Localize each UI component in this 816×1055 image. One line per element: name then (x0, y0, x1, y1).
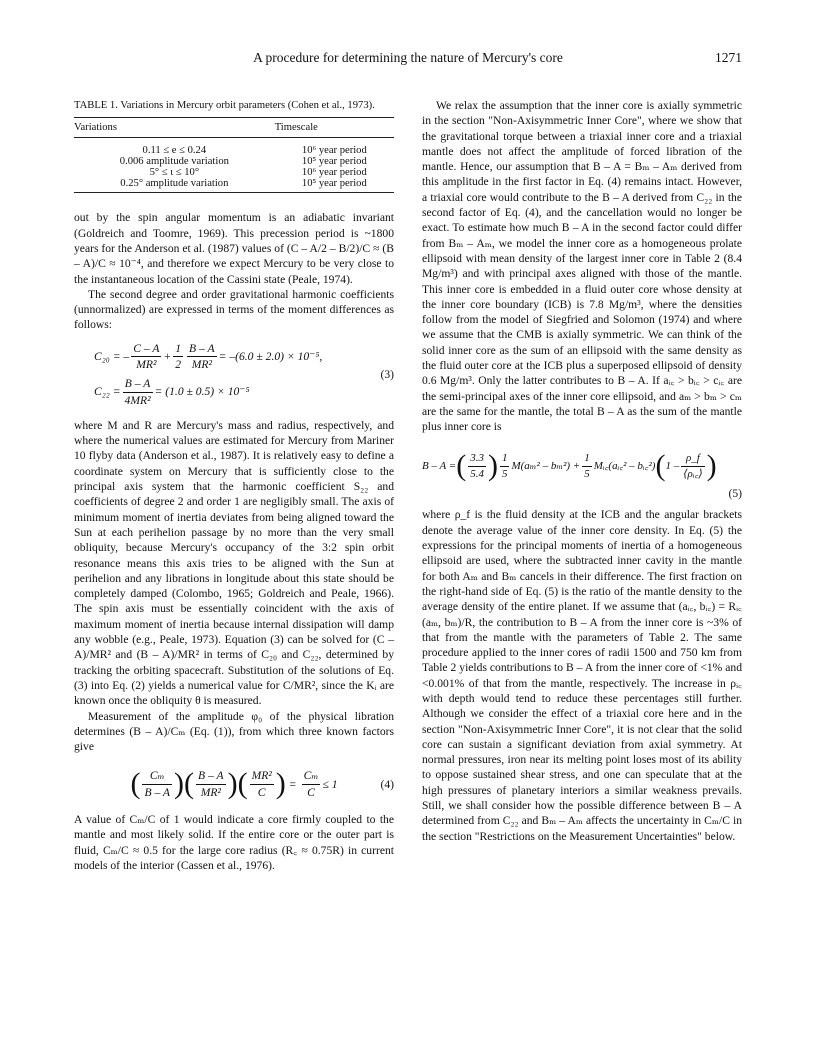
eq-text: + (163, 349, 172, 363)
table-row (74, 156, 394, 167)
equation-number: (5) (728, 487, 742, 501)
numerator: B – A (196, 768, 226, 784)
paragraph: A value of Cₘ/C of 1 would indicate a core firmly coupled to the mantle and most likely solid. If the entire core or the outer part is fluid, Cₘ/C ≈ 0.5 for the large core radius (R꜀ ≈ 0.75R) in current models of the interior (Cassen et al., 1976). (74, 813, 394, 872)
table-row (74, 167, 394, 178)
fraction (131, 341, 161, 373)
eq-text: C₂₀ = – (94, 349, 130, 363)
numerator: MR² (250, 768, 274, 784)
fraction (187, 341, 217, 373)
numerator: B – A (123, 376, 153, 392)
table-cell: 0.11 ≤ e ≤ 0.24 (142, 144, 207, 156)
fraction (302, 768, 321, 800)
paren: )( (227, 767, 248, 801)
running-header (74, 50, 742, 70)
table-cell: 10⁶ year period (301, 166, 367, 178)
orbit-parameters-table (74, 117, 394, 193)
fraction (123, 376, 153, 408)
paren: ( (456, 449, 467, 483)
eq-text: = (288, 777, 297, 791)
paragraph: where ρ_f is the fluid density at the ICB and the angular brackets denote the average value of the inner core density. In Eq. (5) the expressions for the principal moments of inertia of a homogeneous ellipsoid are used, where the subtracted inner cavity in the mantle for both Aₘ and Bₘ cancels in their difference. The first fraction on the right-hand side of Eq. (5) is the ratio of the mantle density to the average density of the entire planet. If we assume that (aᵢ꜀, bᵢ꜀) = Rᵢ꜀ (aₘ, bₘ)/R, the contribution to B – A from the inner core is ~3% of that from the mantle with the parameters of Table 2. The same procedure applied to the inner cores of radii 1500 and 750 km from Table 2 yields contributions to B – A from the inner core of <1% and <0.001% of that from the mantle, respectively. The increase in ρᵢ꜀ with depth would tend to reduce these percentages still further. Although we consider the effect of a triaxial core here and in the section "Non-Axisymmetric Inner Core", it is not clear that the solid core can sustain a significant deviation from axial symmetry. At normal pressures, iron near its melting point loses most of its ability to oppose sustained shear stress, and one can speculate that at the high pressures of planetary interiors a similar weakness prevails. Still, we shall consider how the possible difference between B – A determined from C₂₂ and Bₘ – Aₘ affects the uncertainty in Cₘ/C in the section "Restrictions on the Measurement Uncertainties" below. (422, 508, 742, 843)
fraction (582, 451, 592, 483)
eq-text: B – A = (422, 459, 457, 472)
equation-3 (74, 339, 394, 410)
paragraph: out by the spin angular momentum is an adiabatic invariant (Goldreich and Toomre, 1969). This precession period is ~1800 years for the Anderson et al. (1987) values of (C – A/2 – B/2)/C ≈ (B – A)/C ≈ 10⁻⁴, and therefore we expect Mercury to be very close to the instantaneous location of the Cassini state (Peale, 1974). (74, 211, 394, 286)
paragraph: Measurement of the amplitude φ₀ of the physical libration determines (B – A)/Cₘ (Eq. (1)), from which three known factors give (74, 709, 394, 754)
paren: ) (275, 767, 286, 801)
denominator: B – A (144, 785, 171, 799)
paragraph: The second degree and order gravitational harmonic coefficients (unnormalized) are expressed in terms of the moment differences as follows: (74, 287, 394, 332)
denominator: 5.4 (470, 467, 484, 480)
denominator: 4MR² (124, 393, 151, 407)
fraction (468, 451, 486, 483)
numerator: 1 (582, 451, 592, 467)
denominator: ⟨ρᵢ꜀⟩ (683, 467, 703, 480)
table-row (74, 137, 394, 156)
left-column (74, 98, 394, 873)
eq-text: = (1.0 ± 0.5) × 10⁻⁵ (154, 385, 250, 399)
numerator: 1 (173, 341, 183, 357)
numerator: Cₘ (142, 768, 172, 784)
numerator: Cₘ (302, 768, 321, 784)
fraction (173, 341, 183, 373)
paragraph: where M and R are Mercury's mass and radius, respectively, and where the numerical values are estimated for Mercury from Mariner 10 flyby data (Anderson et al., 1987). It is relatively easy to define a coordinate system on Mercury that is sufficiently close to the principal axis system that the harmonic coefficient S₂₂ and coefficients of degree 2 and order 1 are negligibly small. The axis of minimum moment of inertia deviates from being aligned toward the Sun at each perihelion passage by no more than the very small obliquity, because Mercury's occupancy of the 3:2 spin orbit resonance means this axis tries to be aligned with the Sun at perihelion and any librations in longitude about this state should be completely damped (Colombo, 1965; Goldreich and Peale, 1966). The spin axis must be essentially coincident with the axis of maximum moment of inertia because internal dissipation will damp any wobble (e.g., Peale, 1973). Equation (3) can be solved for (C – A)/MR² and (B – A)/MR² in terms of C₂₀ and C₂₂, determined by tracking the orbiting spacecraft. Substitution of the solutions of Eq. (3) into Eq. (2) yields a numerical value for C/MR², since the Kᵢ are known once the obliquity θ is measured. (74, 418, 394, 708)
equation-3-line-1 (74, 341, 394, 373)
table-caption: TABLE 1. Variations in Mercury orbit parameters (Cohen et al., 1973). (74, 100, 375, 111)
eq-text: 1 – (665, 459, 680, 472)
paren: )( (174, 767, 195, 801)
paren: ( (130, 767, 141, 801)
paren: ) (487, 449, 498, 483)
denominator: 2 (175, 357, 182, 371)
numerator: 3.3 (468, 451, 486, 467)
right-column (422, 98, 742, 844)
table-row (74, 178, 394, 193)
eq-text: M(aₘ² – bₘ²) + (511, 459, 581, 472)
equation-4 (74, 768, 394, 800)
table-header-variations: Variations (74, 118, 275, 137)
table-cell: 0.25° amplitude variation (74, 178, 275, 193)
numerator: C – A (131, 341, 161, 357)
fraction (500, 451, 510, 483)
paren: ) (706, 449, 717, 483)
table-cell: 0.006 amplitude variation (119, 155, 229, 167)
denominator: 5 (584, 467, 590, 480)
denominator: C (257, 785, 266, 799)
denominator: C (307, 785, 315, 799)
fraction (196, 768, 226, 800)
numerator: ρ_f (681, 451, 704, 467)
eq-text: Mᵢ꜀(aᵢ꜀² – bᵢ꜀²) (593, 459, 656, 472)
fraction (681, 451, 704, 483)
denominator: MR² (191, 357, 212, 371)
denominator: MR² (136, 357, 157, 371)
paren: ( (655, 449, 666, 483)
eq-text: C₂₂ = (94, 385, 121, 399)
equation-5 (422, 451, 742, 483)
eq-text: = –(6.0 ± 2.0) × 10⁻⁵, (218, 349, 323, 363)
equation-number: (3) (380, 367, 394, 381)
denominator: 5 (501, 467, 508, 480)
numerator: B – A (187, 341, 217, 357)
table-cell: 10⁵ year period (301, 155, 367, 167)
paragraph: We relax the assumption that the inner core is axially symmetric in the section "Non-Axisymmetric Inner Core", where we show that the gravitational torque between a triaxial inner core and a triaxial mantle does not affect the amplitude of forced libration of the mantle. Hence, our assumption that B – A = Bₘ – Aₘ derived from this amplitude in the first factor in Eq. (4) remains intact. However, a triaxial core would contribute to the B – A derived from C₂₂ in the second factor of Eq. (4), and the cancellation would no longer be exact. To estimate how much B – A in the second factor could differ from Bₘ – Aₘ, we model the inner core as a homogeneous prolate ellipsoid with mean density of the largest inner core in Table 2 (8.4 Mg/m³) and with principal axes aligned with those of the mantle. This inner core is embedded in a fluid outer core whose density at the inner core boundary (ICB) is 7.8 Mg/m³, where the densities follow from the model of Siegfried and Solomon (1974) and where we assume that the CMB is axially symmetric. We can think of the solid inner core as the sum of an ellipsoid with the same density as the fluid outer core at the ICB plus a superposed ellipsoid of density 0.6 Mg/m³. Only the latter contributes to B – A. If aᵢ꜀ > bᵢ꜀ > cᵢ꜀ are the semi-principal axes of the inner core ellipsoid, and aₘ > bₘ > cₘ are the same for the mantle, the total B – A as the sum of the mantle plus inner core is (422, 99, 742, 434)
equation-3-line-2 (74, 376, 394, 408)
eq-text: ≤ 1 (322, 777, 338, 791)
equation-number: (4) (380, 777, 394, 791)
table-cell: 5° ≤ ι ≤ 10° (149, 166, 200, 178)
table-header-timescale: Timescale (275, 118, 394, 137)
table-cell: 10⁵ year period (275, 178, 394, 193)
numerator: 1 (500, 451, 510, 467)
page-number: 1271 (715, 50, 742, 65)
table-cell: 10⁶ year period (301, 144, 367, 156)
fraction (142, 768, 172, 800)
fraction (250, 768, 274, 800)
running-title: A procedure for determining the nature of Mercury's core (253, 50, 563, 65)
denominator: MR² (200, 785, 221, 799)
